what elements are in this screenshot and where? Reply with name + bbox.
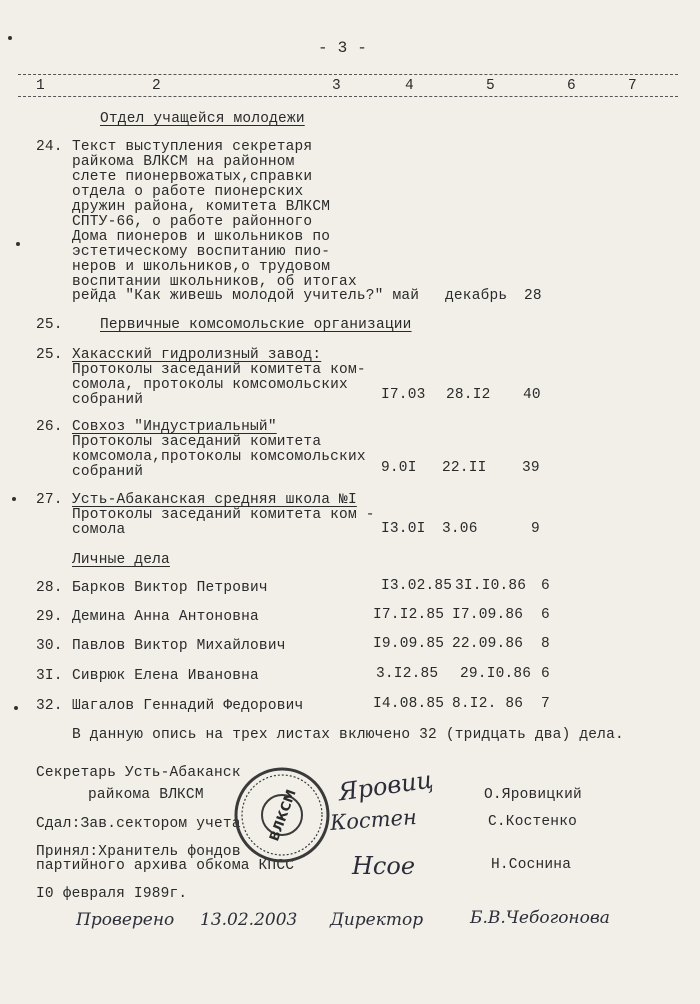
item-number: 28.	[36, 580, 63, 596]
item-sheets: 40	[523, 387, 541, 403]
official-stamp	[232, 765, 332, 865]
accepted-line1: Принял:Хранитель фондов	[36, 844, 241, 860]
item-line: эстетическому воспитанию пио-	[72, 244, 331, 260]
secretary-signature: Яровиц	[336, 765, 435, 807]
item-line: рейда "Как живешь молодой учитель?" май	[72, 288, 420, 304]
col-header-7: 7	[628, 78, 637, 94]
item-line: собраний	[72, 392, 144, 408]
person-name: Шагалов Геннадий Федорович	[72, 698, 304, 714]
secretary-title-line1: Секретарь Усть-Абаканск	[36, 765, 241, 781]
item-number: 27.	[36, 492, 63, 508]
item-sheets: 6	[541, 607, 550, 623]
submitted-by: Сдал:Зав.сектором учета	[36, 816, 241, 832]
verifier-role: Директор	[330, 910, 424, 930]
margin-dot	[8, 36, 12, 40]
accepted-signature: Нсое	[352, 852, 416, 880]
item-sheets: 39	[522, 460, 540, 476]
item-start-date: 9.0I	[381, 460, 417, 476]
submitted-signature: Костен	[329, 805, 418, 835]
item-start-date: I4.08.85	[373, 696, 445, 712]
margin-dot	[14, 706, 18, 710]
item-end-date: I7.09.86	[452, 607, 524, 623]
item-line: Протоколы заседаний комитета ком-	[72, 362, 366, 378]
person-name: Павлов Виктор Михайлович	[72, 638, 286, 654]
item-number: 25.	[36, 347, 63, 363]
item-number: 26.	[36, 419, 63, 435]
header-line-top	[18, 74, 678, 75]
margin-dot	[12, 497, 16, 501]
item-start-date: I7.I2.85	[373, 607, 445, 623]
col-header-6: 6	[567, 78, 576, 94]
stamp-label: ВЛКСМ	[267, 787, 300, 844]
section-number-primary: 25.	[36, 317, 63, 333]
item-end-date: 3.06	[442, 521, 478, 537]
item-line: райкома ВЛКСМ на районном	[72, 154, 295, 170]
item-line: сомола, протоколы комсомольских	[72, 377, 348, 393]
item-number: 30.	[36, 638, 63, 654]
item-line: Дома пионеров и школьников по	[72, 229, 331, 245]
item-start-date: I9.09.85	[373, 636, 445, 652]
item-title: Совхоз "Индустриальный"	[72, 419, 277, 435]
item-line: Протоколы заседаний комитета ком -	[72, 507, 375, 523]
person-name: Демина Анна Антоновна	[72, 609, 259, 625]
item-number: 32.	[36, 698, 63, 714]
section-title-personal: Личные дела	[72, 552, 170, 568]
secretary-title-line2: райкома ВЛКСМ	[88, 787, 204, 803]
verifier-name: Б.В.Чебогонова	[470, 908, 610, 928]
item-sheets: 6	[541, 578, 550, 594]
item-start-date: I3.0I	[381, 521, 426, 537]
item-line: Текст выступления секретаря	[72, 139, 313, 155]
item-start-date: I7.03	[381, 387, 426, 403]
accepted-name: Н.Соснина	[491, 857, 572, 873]
item-title: Хакасский гидролизный завод:	[72, 347, 322, 363]
item-line: собраний	[72, 464, 144, 480]
document-date: I0 февраля I989г.	[36, 886, 188, 902]
item-sheets: 7	[541, 696, 550, 712]
item-number: 24.	[36, 139, 63, 155]
item-line: дружин района, комитета ВЛКСМ	[72, 199, 331, 215]
margin-dot	[16, 242, 20, 246]
col-header-1: 1	[36, 78, 45, 94]
page-number: - 3 -	[318, 39, 368, 57]
item-line: воспитании школьников, об итогах	[72, 274, 357, 290]
item-title: Усть-Абаканская средняя школа №I	[72, 492, 357, 508]
item-line: комсомола,протоколы комсомольских	[72, 449, 366, 465]
col-header-5: 5	[486, 78, 495, 94]
item-start-date: I3.02.85	[381, 578, 453, 594]
item-line: СПТУ-66, о работе районного	[72, 214, 313, 230]
item-number: 29.	[36, 609, 63, 625]
item-sheets: 8	[541, 636, 550, 652]
item-sheets: 6	[541, 666, 550, 682]
item-end-date: 8.I2. 86	[452, 696, 524, 712]
item-end-date: 22.09.86	[452, 636, 524, 652]
item-line: слете пионервожатых,справки	[72, 169, 313, 185]
item-line: отдела о работе пионерских	[72, 184, 304, 200]
verified-label: Проверено	[76, 910, 175, 930]
item-end-date: 3I.I0.86	[455, 578, 527, 594]
item-end-date: 28.I2	[446, 387, 491, 403]
item-line: сомола	[72, 522, 126, 538]
item-number: 3I.	[36, 668, 63, 684]
person-name: Барков Виктор Петрович	[72, 580, 268, 596]
submitted-name: С.Костенко	[488, 814, 578, 830]
item-end-date: 29.I0.86	[460, 666, 532, 682]
accepted-line2: партийного архива обкома КПСС	[36, 858, 295, 874]
person-name: Сиврюк Елена Ивановна	[72, 668, 259, 684]
item-end-date: 22.II	[442, 460, 487, 476]
item-sheets: 28	[524, 288, 542, 304]
item-start-date: 3.I2.85	[376, 666, 439, 682]
item-end-date: декабрь	[445, 288, 508, 304]
section-title-primary: Первичные комсомольские организации	[100, 317, 412, 333]
header-line-bottom	[18, 96, 678, 97]
item-line: неров и школьников,о трудовом	[72, 259, 331, 275]
col-header-2: 2	[152, 78, 161, 94]
section-title-student-youth: Отдел учащейся молодежи	[100, 111, 305, 127]
secretary-name: О.Яровицкий	[484, 787, 582, 803]
item-line: Протоколы заседаний комитета	[72, 434, 322, 450]
col-header-4: 4	[405, 78, 414, 94]
verified-date: 13.02.2003	[200, 910, 298, 930]
col-header-3: 3	[332, 78, 341, 94]
item-sheets: 9	[531, 521, 540, 537]
summary-text: В данную опись на трех листах включено 32 (тридцать два) дела.	[72, 727, 624, 743]
